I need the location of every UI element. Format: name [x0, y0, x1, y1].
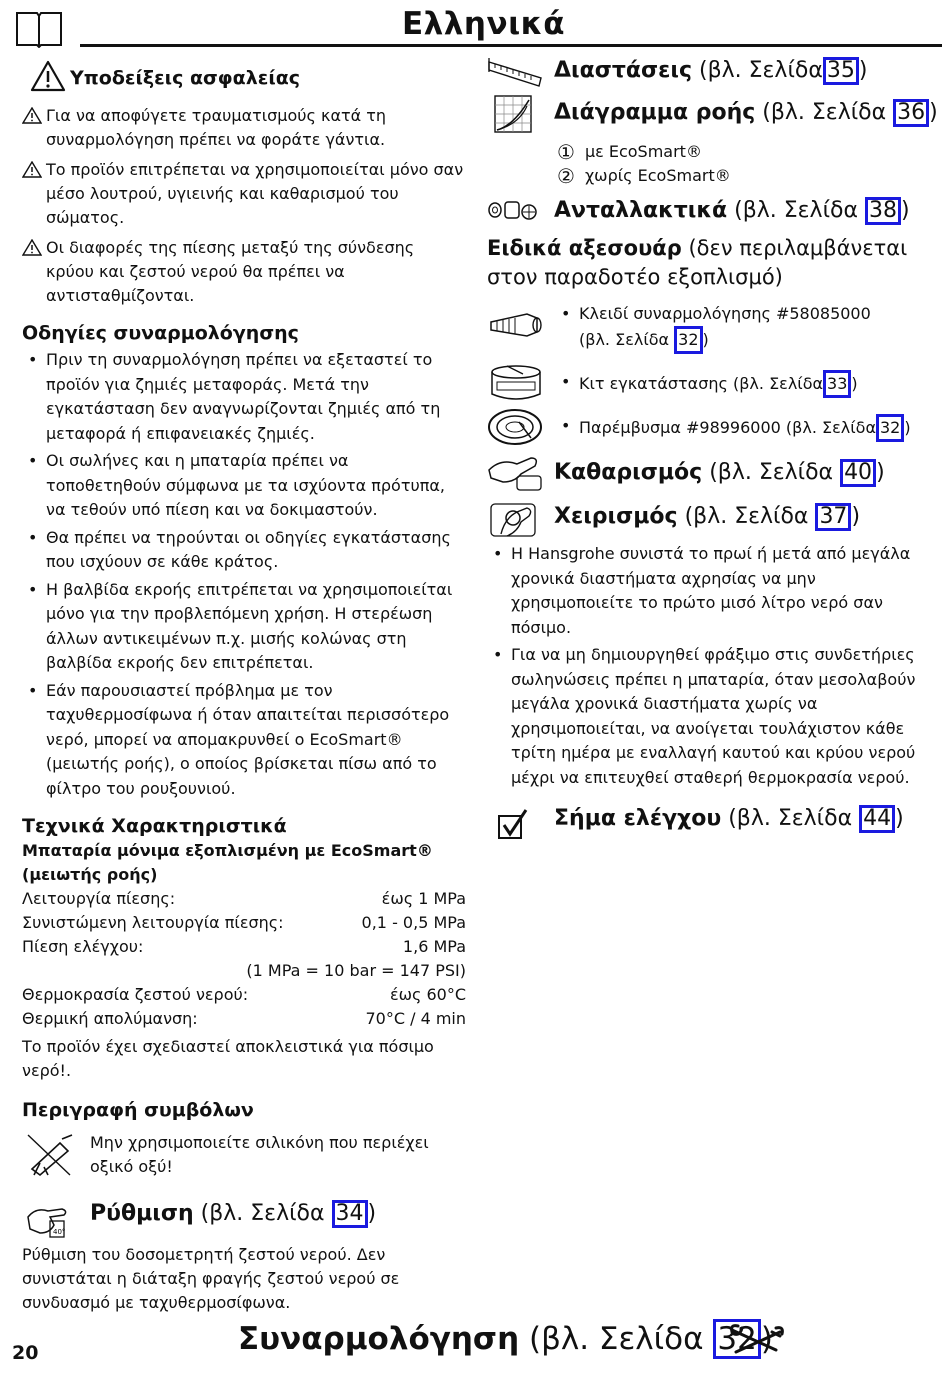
spare-row — [487, 194, 932, 230]
operation-ref: Χειρισμός (βλ. Σελίδα 37 ) — [554, 504, 861, 529]
page-link[interactable]: 40 — [840, 459, 876, 487]
accessories-heading: Ειδικά αξεσουάρ (δεν περιλαμβάνεται στον παραδοτέο εξοπλισμό) — [487, 236, 908, 289]
page-number: 20 — [12, 1342, 39, 1364]
spec-row: Θερμοκρασία ζεστού νερού: έως 60°C — [22, 985, 466, 1004]
list-item: ① με EcoSmart® — [557, 140, 702, 164]
adjust-hand-icon — [24, 1203, 70, 1243]
list-item: • Θα πρέπει να τηρούνται οι οδηγίες εγκατάστασης που ισχύουν σε κάθε κράτος. — [22, 526, 466, 575]
safety-text: Το προϊόν επιτρέπεται να χρησιμοποιείται μόνο σαν μέσο λουτρού, υγιεινής και καθαρισμού του σώματος. — [46, 160, 464, 227]
adjust-row — [22, 1197, 466, 1241]
book-icon — [15, 10, 63, 52]
tech-subheading: Μπαταρία μόνιμα εξοπλισμένη με EcoSmart® (μειωτής ροής) — [22, 841, 433, 884]
spec-row: Πίεση ελέγχου: 1,6 MPa — [22, 937, 466, 956]
checkbox-icon — [497, 808, 529, 844]
page-link[interactable]: 34 — [332, 1200, 368, 1228]
spec-row: (1 MPa = 10 bar = 147 PSI) — [246, 961, 466, 980]
list-item: • Εάν παρουσιαστεί πρόβλημα με τον ταχυθερμοσίφωνα ή όταν απαιτείται περισσότερο νερό, μπορεί να απομακρυνθεί ο EcoSmart® (μειωτής ροής), ο οποίος βρίσκεται πίσω από το φίλτρο του ρουξουνιού. — [22, 679, 466, 802]
page-link[interactable]: 32 — [674, 326, 702, 354]
list-item: • Κλειδί συναρμολόγησης #58085000 (βλ. Σελίδα 32 ) — [555, 302, 871, 354]
list-item: • Η Hansgrohe συνιστά το πρωί ή μετά από μεγάλα χρονικά διαστήματα αχρησίας να μην χρησιμοποιείτε το πρώτο μισό λίτρο νερό σαν πόσιμο. — [487, 542, 932, 640]
spec-row: Συνιστώμενη λειτουργία πίεσης: 0,1 - 0,5 MPa — [22, 913, 466, 932]
page-link[interactable]: 44 — [859, 805, 895, 833]
cleaning-ref: Καθαρισμός (βλ. Σελίδα 40 ) — [554, 460, 885, 485]
safety-item — [22, 158, 466, 230]
list-item: ② χωρίς EcoSmart® — [557, 164, 731, 188]
warning-icon — [22, 107, 42, 131]
operation-hand-icon — [487, 498, 543, 542]
safety-item — [22, 104, 466, 152]
spare-ref: Ανταλλακτικά (βλ. Σελίδα 38 ) — [554, 198, 910, 223]
list-item: • Κιτ εγκατάστασης (βλ. Σελίδα 33 ) — [555, 370, 858, 398]
spec-row: Λειτουργία πίεσης: έως 1 MPa — [22, 889, 466, 908]
install-kit-icon — [487, 362, 545, 406]
left-column — [22, 60, 466, 1315]
silicone-symbol-row — [22, 1131, 466, 1189]
assembly-key-icon — [487, 308, 545, 346]
list-item: • Για να μη δημιουργηθεί φράξιμο στις συνδετήριες σωληνώσεις πρέπει η μπαταρία, όταν μεσολαβούν μεγάλα χρονικά διαστήματα χωρίς να χρησιμοποιείται, να ανοίγεται τουλάχιστον κάθε τρίτη ημέρα με εναλλαγή καυτού και κρύου νερού μέχρι να επιτευχθεί σταθερή θερμοκρασία νερού. — [487, 643, 932, 790]
tech-heading: Τεχνικά Χαρακτηριστικά — [22, 815, 287, 837]
safety-heading: Υποδείξεις ασφαλείας — [70, 67, 301, 89]
page-link[interactable]: 37 — [815, 503, 851, 531]
page-link[interactable]: 32 — [713, 1319, 760, 1359]
cleaning-row — [487, 454, 932, 496]
warning-icon — [22, 239, 42, 263]
right-column — [487, 52, 938, 846]
spare-parts-icon — [487, 198, 539, 228]
safety-item — [22, 236, 466, 308]
assembly-instructions-heading: Οδηγίες συναρμολόγησης — [22, 322, 299, 344]
list-item: • Οι σωλήνες και η μπαταρία πρέπει να τοποθετηθούν σύμφωνα με τα ισχύοντα πρότυπα, να τεθούν υπό πίεση και να δοκιμαστούν. — [22, 449, 466, 523]
dimensions-ref: Διαστάσεις (βλ. Σελίδα 35 ) — [554, 58, 868, 83]
list-item: • Πριν τη συναρμολόγηση πρέπει να εξεταστεί το προϊόν για ζημιές μεταφοράς. Μετά την εγκατάσταση δεν αναγνωρίζονται ζημιές από τη μεταφορά ή επιφανειακές ζημιές. — [22, 348, 466, 446]
header-rule — [80, 44, 942, 47]
dimensions-row — [487, 52, 932, 94]
warning-icon — [22, 161, 42, 185]
page-link[interactable]: 33 — [823, 370, 851, 398]
page-link[interactable]: 36 — [893, 99, 929, 127]
accessory-kit-row — [487, 362, 932, 406]
flow-row — [487, 94, 938, 136]
ruler-icon — [487, 56, 543, 94]
safety-header — [30, 60, 466, 96]
assembly-instructions-list — [22, 348, 466, 801]
testmark-row — [487, 804, 932, 846]
warning-icon — [30, 60, 66, 96]
page-title: Ελληνικά — [402, 6, 565, 42]
page-link[interactable]: 35 — [823, 57, 859, 85]
safety-text: Για να αποφύγετε τραυματισμούς κατά τη συναρμολόγηση πρέπει να φοράτε γάντια. — [46, 106, 387, 149]
symbols-heading: Περιγραφή συμβόλων — [22, 1099, 254, 1121]
seal-icon — [487, 408, 543, 450]
list-item: • Η βαλβίδα εκροής επιτρέπεται να χρησιμοποιείται μόνο για την προβλεπόμενη χρήση. Η στερέωση άλλων αντικειμένων π.χ. μισής κολώνας στη βαλβίδα εκροής δεν επιτρέπεται. — [22, 578, 466, 676]
flow-diagram-icon — [493, 94, 533, 138]
list-item: • Παρέμβυσμα #98996000 (βλ. Σελίδα 32 ) — [555, 414, 911, 442]
page-link[interactable]: 38 — [865, 197, 901, 225]
tech-note: Το προϊόν έχει σχεδιαστεί αποκλειστικά για πόσιμο νερό!. — [22, 1037, 434, 1080]
tech-spec-table — [22, 887, 466, 1031]
assembly-footer-ref: Συναρμολόγηση (βλ. Σελίδα 32 ) — [238, 1321, 773, 1357]
svg-text:40°: 40° — [53, 1228, 66, 1236]
operation-list — [487, 542, 932, 790]
testmark-ref: Σήμα ελέγχου (βλ. Σελίδα 44 ) — [554, 806, 904, 831]
flow-list — [557, 140, 932, 188]
operation-row — [487, 498, 932, 540]
safety-text: Οι διαφορές της πίεσης μεταξύ της σύνδεσης κρύου και ζεστού νερού θα πρέπει να αντισταθμίζονται. — [46, 238, 415, 305]
adjust-ref: Ρύθμιση (βλ. Σελίδα 34 ) — [90, 1201, 377, 1226]
spec-row: Θερμική απολύμανση: 70°C / 4 min — [22, 1009, 466, 1028]
page-link[interactable]: 32 — [876, 414, 904, 442]
cleaning-hand-icon — [487, 454, 545, 496]
accessory-seal-row — [487, 408, 932, 452]
accessory-key-row — [487, 302, 932, 358]
adjust-text: Ρύθμιση του δοσομετρητή ζεστού νερού. Δεν συνιστάται η διάταξη φραγής ζεστού νερού σε συνδυασμό με ταχυθερμοσίφωνα. — [22, 1245, 400, 1312]
silicone-text: Μην χρησιμοποιείτε σιλικόνη που περιέχει οξικό οξύ! — [90, 1133, 429, 1176]
wrench-icon — [728, 1322, 786, 1362]
flow-ref: Διάγραμμα ροής (βλ. Σελίδα 36 ) — [554, 100, 938, 125]
silicone-gun-icon — [26, 1133, 74, 1181]
